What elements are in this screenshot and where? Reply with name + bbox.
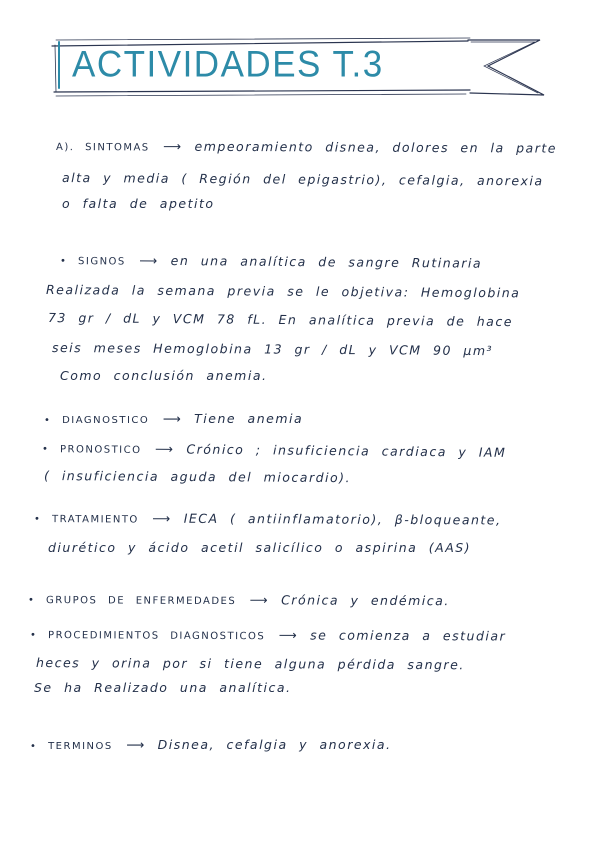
arrow-icon: ⟶	[278, 627, 297, 643]
signos-line-2: Realizada la semana previa se le objetiva: Hemoglobina	[45, 282, 521, 301]
procedimientos-line-1	[30, 626, 506, 643]
signos-line-1	[60, 252, 482, 271]
sintomas-label: A). SINTOMAS	[55, 142, 150, 154]
signos-text-1: en una analítica de sangre Rutinaria	[170, 252, 483, 271]
pronostico-line-1	[42, 440, 506, 460]
tratamiento-line-2: diurético y ácido acetil salicílico o aspirina (AAS)	[48, 540, 472, 555]
banner-left-edge-2	[55, 45, 56, 92]
grupos-line	[28, 591, 450, 608]
tratamiento-text-1: IECA ( antiinflamatorio), β-bloqueante,	[183, 510, 502, 528]
banner-bottom-edge-2	[56, 94, 466, 96]
banner-top-edge-2	[56, 38, 470, 40]
sintomas-text-1: empeoramiento disnea, dolores en la parte	[194, 138, 558, 156]
procedimientos-text-1: se comienza a estudiar	[310, 627, 507, 644]
sintomas-line-2: alta y media ( Región del epigastrio), cefalgia, anorexia	[61, 170, 544, 189]
arrow-icon: ⟶	[163, 138, 182, 154]
grupos-label: • GRUPOS DE ENFERMEDADES	[27, 595, 237, 608]
pronostico-line-2: ( insuficiencia aguda del miocardio).	[43, 468, 352, 486]
terminos-line	[30, 737, 392, 752]
arrow-icon: ⟶	[152, 510, 171, 526]
diagnostico-text: Tiene anemia	[194, 411, 304, 426]
arrow-icon: ⟶	[126, 737, 145, 752]
tratamiento-line-1	[34, 510, 502, 527]
arrow-icon: ⟶	[249, 592, 268, 608]
diagnostico-line	[44, 411, 303, 426]
arrow-icon: ⟶	[139, 252, 158, 268]
pronostico-label: • PRONOSTICO	[41, 444, 142, 457]
page-title: ACTIVIDADES T.3	[72, 44, 384, 85]
arrow-icon: ⟶	[154, 441, 174, 457]
tratamiento-label: • TRATAMIENTO	[33, 514, 139, 526]
signos-line-5: Como conclusión anemia.	[60, 368, 268, 383]
banner-bottom-edge	[54, 90, 470, 92]
banner-ribbon-tail	[468, 40, 544, 95]
grupos-text: Crónica y endémica.	[281, 592, 450, 609]
arrow-icon: ⟶	[162, 411, 181, 426]
pronostico-text-1: Crónico ; insuficiencia cardiaca y IAM	[186, 441, 507, 460]
terminos-text: Disnea, cefalgia y anorexia.	[157, 737, 392, 752]
signos-line-3: 73 gr / dL y VCM 78 fL. En analítica previa de hace	[47, 310, 514, 330]
terminos-label: • TERMINOS	[30, 741, 113, 752]
signos-label: • SIGNOS	[59, 256, 126, 268]
procedimientos-line-3: Se ha Realizado una analítica.	[34, 680, 292, 695]
sintomas-line-1	[56, 138, 557, 156]
diagnostico-label: • DIAGNOSTICO	[44, 415, 150, 426]
banner-ribbon-tail-2	[471, 42, 538, 93]
procedimientos-label: • PROCEDIMIENTOS DIAGNOSTICOS	[29, 630, 266, 643]
procedimientos-line-2: heces y orina por si tiene alguna pérdida sangre.	[35, 655, 465, 673]
signos-line-4: seis meses Hemoglobina 13 gr / dL y VCM 90 μm³	[51, 340, 494, 359]
sintomas-line-3: o falta de apetito	[62, 196, 215, 211]
